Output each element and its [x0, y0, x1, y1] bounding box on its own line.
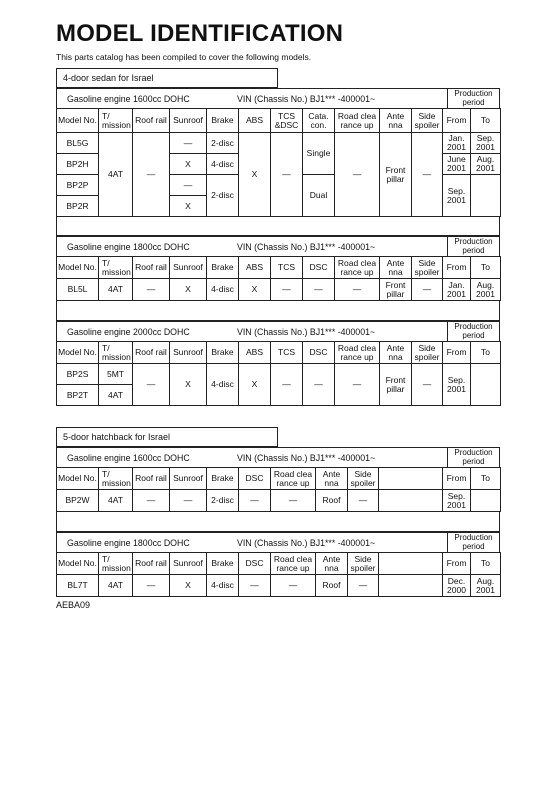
cell-side: —	[412, 364, 443, 406]
cell-model: BL5L	[57, 279, 99, 301]
cell-from: June 2001	[443, 154, 471, 175]
section-sedan-2000	[56, 321, 500, 406]
cell-model: BP2T	[57, 385, 99, 406]
section-spacer	[56, 512, 500, 532]
col-model: Model No.	[57, 257, 99, 279]
col-dsc: DSC	[239, 553, 271, 575]
col-roof: Roof rail	[133, 553, 170, 575]
col-from: From	[443, 257, 471, 279]
cell-roof: —	[133, 279, 170, 301]
col-roof: Roof rail	[133, 109, 170, 133]
vin-label: VIN (Chassis No.) BJ1*** -400001~	[237, 94, 376, 104]
col-cata: Cata. con.	[303, 109, 335, 133]
col-to: To	[471, 553, 501, 575]
section-header	[56, 88, 500, 108]
col-from: From	[443, 342, 471, 364]
col-abs: ABS	[239, 109, 271, 133]
section-hatchback-1600	[56, 447, 500, 512]
col-roof: Roof rail	[133, 257, 170, 279]
engine-label: Gasoline engine 1600cc DOHC	[67, 453, 190, 463]
col-trans: T/ mission	[99, 553, 133, 575]
cell-road: —	[335, 279, 380, 301]
cell-cata: Single	[303, 133, 335, 175]
engine-label: Gasoline engine 1600cc DOHC	[67, 94, 190, 104]
cell-sunroof: —	[170, 490, 207, 512]
cell-road: —	[335, 133, 380, 217]
cell-dsc: —	[239, 575, 271, 597]
col-dsc: DSC	[303, 257, 335, 279]
cell-model: BL7T	[57, 575, 99, 597]
vin-label: VIN (Chassis No.) BJ1*** -400001~	[237, 327, 376, 337]
section-spacer	[56, 301, 500, 321]
vin-label: VIN (Chassis No.) BJ1*** -400001~	[237, 453, 376, 463]
cell-side: —	[348, 490, 379, 512]
footer-code: AEBA09	[56, 600, 91, 610]
col-road: Road clea rance up	[335, 257, 380, 279]
production-period-label: Production period	[447, 448, 499, 467]
col-from: From	[443, 468, 471, 490]
engine-label: Gasoline engine 1800cc DOHC	[67, 538, 190, 548]
cell-brake: 2-disc	[207, 490, 239, 512]
cell-ante: Front pillar	[380, 133, 412, 217]
col-ante: Ante nna	[380, 342, 412, 364]
cell-ante: Roof	[316, 575, 348, 597]
cell-from: Jan. 2001	[443, 279, 471, 301]
cell-abs: X	[239, 133, 271, 217]
section-hatchback-1800	[56, 532, 500, 597]
col-tcs: TCS &DSC	[271, 109, 303, 133]
col-tcs: TCS	[271, 257, 303, 279]
cell-sunroof: X	[170, 279, 207, 301]
section-header	[56, 447, 500, 467]
col-trans: T/ mission	[99, 342, 133, 364]
col-ante: Ante nna	[380, 257, 412, 279]
col-side: Side spoiler	[348, 468, 379, 490]
cell-tcs: —	[271, 279, 303, 301]
cell-to	[471, 364, 501, 406]
section-header	[56, 236, 500, 256]
col-abs: ABS	[239, 342, 271, 364]
section-spacer	[56, 216, 500, 236]
cell-ante: Front pillar	[380, 364, 412, 406]
col-sunroof: Sunroof	[170, 342, 207, 364]
section-sedan-1800	[56, 236, 500, 301]
cell-trans: 4AT	[99, 279, 133, 301]
col-roof: Roof rail	[133, 468, 170, 490]
cell-model: BP2H	[57, 154, 99, 175]
cell-from: Sep. 2001	[443, 175, 471, 217]
cell-road: —	[271, 490, 316, 512]
cell-trans: 4AT	[99, 133, 133, 217]
production-period-label: Production period	[447, 533, 499, 552]
production-period-label: Production period	[447, 322, 499, 341]
cell-brake: 2-disc	[207, 133, 239, 154]
section-header	[56, 532, 500, 552]
cell-model: BL5G	[57, 133, 99, 154]
col-trans: T/ mission	[99, 468, 133, 490]
col-dsc: DSC	[303, 342, 335, 364]
cell-from: Dec. 2000	[443, 575, 471, 597]
cell-abs: X	[239, 279, 271, 301]
cell-ante: Roof	[316, 490, 348, 512]
cell-sunroof: X	[170, 364, 207, 406]
cell-brake: 4-disc	[207, 154, 239, 175]
cell-cata: Dual	[303, 175, 335, 217]
col-roof: Roof rail	[133, 342, 170, 364]
col-side: Side spoiler	[412, 342, 443, 364]
table-row	[57, 490, 501, 512]
cell-abs: X	[239, 364, 271, 406]
cell-roof: —	[133, 490, 170, 512]
cell-brake: 4-disc	[207, 575, 239, 597]
col-ante: Ante nna	[316, 553, 348, 575]
cell-from: Sep. 2001	[443, 364, 471, 406]
col-model: Model No.	[57, 468, 99, 490]
cell-sunroof: X	[170, 196, 207, 217]
col-brake: Brake	[207, 553, 239, 575]
col-to: To	[471, 109, 501, 133]
cell-dsc: —	[303, 279, 335, 301]
col-ante: Ante nna	[380, 109, 412, 133]
cell-brake: 4-disc	[207, 279, 239, 301]
cell-sunroof: —	[170, 133, 207, 154]
cell-side: —	[412, 133, 443, 217]
cell-to	[471, 175, 501, 217]
cell-roof: —	[133, 364, 170, 406]
table-row	[57, 364, 501, 385]
cell-to: Sep. 2001	[471, 133, 501, 154]
cell-empty	[379, 490, 443, 512]
vin-label: VIN (Chassis No.) BJ1*** -400001~	[237, 538, 376, 548]
cell-to: Aug. 2001	[471, 575, 501, 597]
cell-to: Aug. 2001	[471, 154, 501, 175]
col-brake: Brake	[207, 109, 239, 133]
cell-tcs: —	[271, 364, 303, 406]
table-row	[57, 279, 501, 301]
cell-dsc: —	[303, 364, 335, 406]
col-tcs: TCS	[271, 342, 303, 364]
model-table	[56, 467, 501, 512]
col-model: Model No.	[57, 553, 99, 575]
col-sunroof: Sunroof	[170, 553, 207, 575]
cell-trans: 4AT	[99, 385, 133, 406]
section-header	[56, 321, 500, 341]
cell-empty	[379, 575, 443, 597]
col-empty	[379, 468, 443, 490]
col-side: Side spoiler	[412, 109, 443, 133]
cell-side: —	[412, 279, 443, 301]
cell-from: Sep. 2001	[443, 490, 471, 512]
cell-road: —	[335, 364, 380, 406]
col-sunroof: Sunroof	[170, 468, 207, 490]
col-from: From	[443, 109, 471, 133]
col-side: Side spoiler	[412, 257, 443, 279]
col-from: From	[443, 553, 471, 575]
cell-sunroof: X	[170, 575, 207, 597]
col-brake: Brake	[207, 468, 239, 490]
cell-sunroof: X	[170, 154, 207, 175]
col-road: Road clea rance up	[271, 468, 316, 490]
col-ante: Ante nna	[316, 468, 348, 490]
col-abs: ABS	[239, 257, 271, 279]
cell-road: —	[271, 575, 316, 597]
cell-trans: 4AT	[99, 575, 133, 597]
engine-label: Gasoline engine 1800cc DOHC	[67, 242, 190, 252]
production-period-label: Production period	[447, 89, 499, 108]
cell-trans: 5MT	[99, 364, 133, 385]
col-road: Road clea rance up	[271, 553, 316, 575]
col-road: Road clea rance up	[335, 109, 380, 133]
col-trans: T/ mission	[99, 257, 133, 279]
page-title: MODEL IDENTIFICATION	[56, 20, 344, 47]
cell-to	[471, 490, 501, 512]
cell-side: —	[348, 575, 379, 597]
col-brake: Brake	[207, 257, 239, 279]
cell-brake: 2-disc	[207, 175, 239, 217]
cell-model: BP2S	[57, 364, 99, 385]
cell-roof: —	[133, 575, 170, 597]
col-empty	[379, 553, 443, 575]
col-sunroof: Sunroof	[170, 257, 207, 279]
model-table	[56, 341, 501, 406]
production-period-label: Production period	[447, 237, 499, 256]
col-brake: Brake	[207, 342, 239, 364]
col-road: Road clea rance up	[335, 342, 380, 364]
model-table	[56, 256, 501, 301]
cell-tcs: —	[271, 133, 303, 217]
model-table	[56, 108, 501, 217]
col-to: To	[471, 468, 501, 490]
col-side: Side spoiler	[348, 553, 379, 575]
cell-ante: Front pillar	[380, 279, 412, 301]
cell-brake: 4-disc	[207, 364, 239, 406]
group-label-hatchback: 5-door hatchback for Israel	[56, 427, 278, 447]
model-table	[56, 552, 501, 597]
table-row	[57, 575, 501, 597]
cell-sunroof: —	[170, 175, 207, 196]
col-sunroof: Sunroof	[170, 109, 207, 133]
cell-dsc: —	[239, 490, 271, 512]
col-trans: T/ mission	[99, 109, 133, 133]
engine-label: Gasoline engine 2000cc DOHC	[67, 327, 190, 337]
vin-label: VIN (Chassis No.) BJ1*** -400001~	[237, 242, 376, 252]
cell-trans: 4AT	[99, 490, 133, 512]
col-dsc: DSC	[239, 468, 271, 490]
col-to: To	[471, 257, 501, 279]
cell-roof: —	[133, 133, 170, 217]
group-label-sedan: 4-door sedan for Israel	[56, 68, 278, 88]
cell-model: BP2W	[57, 490, 99, 512]
cell-model: BP2R	[57, 196, 99, 217]
page-subtitle: This parts catalog has been compiled to cover the following models.	[56, 52, 312, 62]
cell-to: Aug. 2001	[471, 279, 501, 301]
col-to: To	[471, 342, 501, 364]
table-row	[57, 133, 501, 154]
cell-model: BP2P	[57, 175, 99, 196]
cell-from: Jan. 2001	[443, 133, 471, 154]
col-model: Model No.	[57, 109, 99, 133]
col-model: Model No.	[57, 342, 99, 364]
section-sedan-1600	[56, 88, 500, 216]
